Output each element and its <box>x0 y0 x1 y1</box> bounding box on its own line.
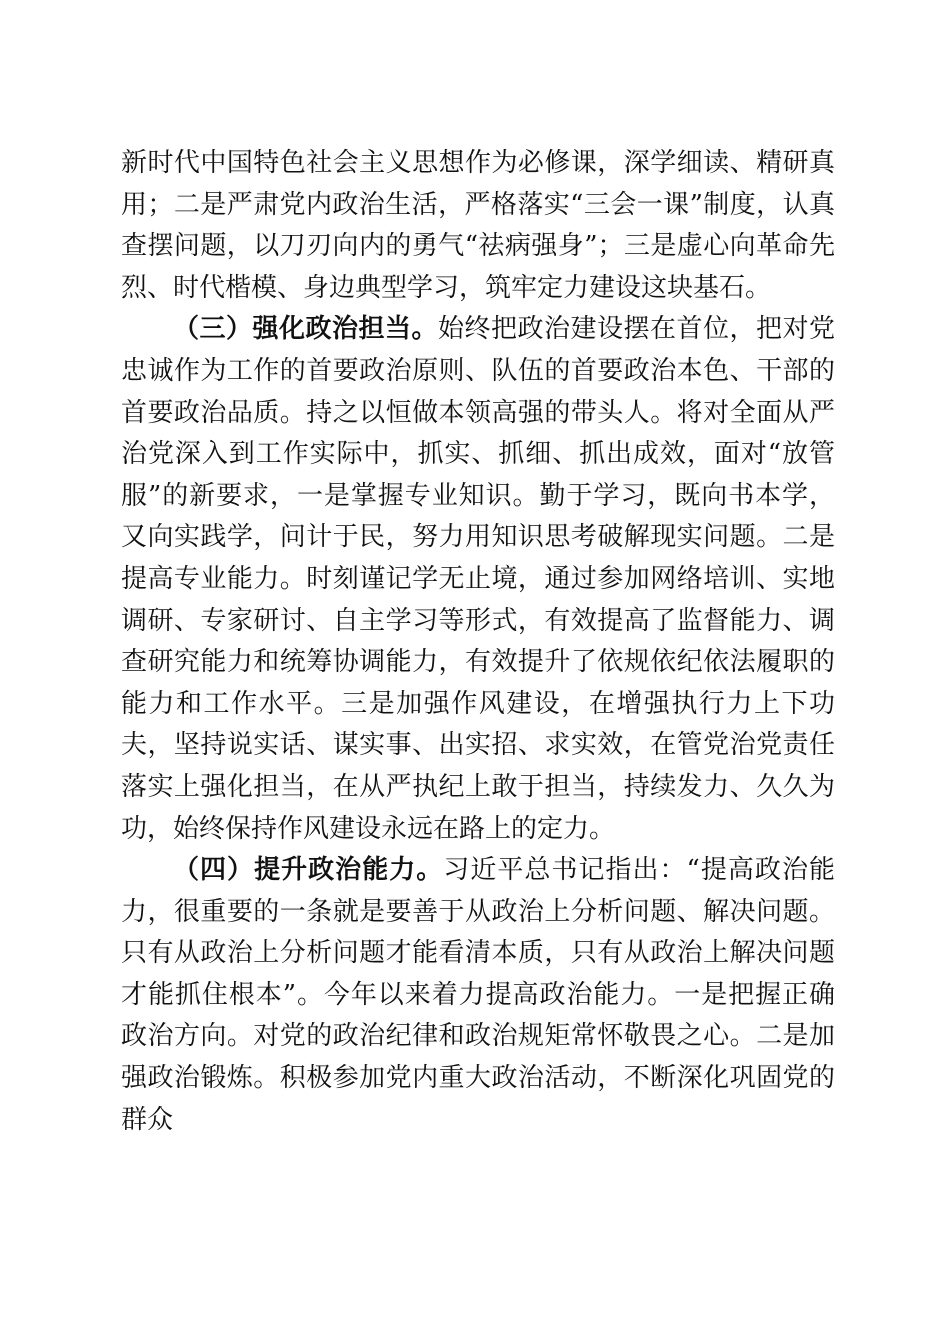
paragraph-text: 始终把政治建设摆在首位，把对党忠诚作为工作的首要政治原则、队伍的首要政治本色、干部的首要政治品质。持之以恒做本领高强的带头人。将对全面从严治党深入到工作实际中，抓实、抓细、抓出成效，面对“放管服”的新要求，一是掌握专业知识。勤于学习，既向书本学，又向实践学，问计于民，努力用知识思考破解现实问题。二是提高专业能力。时刻谨记学无止境，通过参加网络培训、实地调研、专家研讨、自主学习等形式，有效提高了监督能力、调查研究能力和统筹协调能力，有效提升了依规依纪依法履职的能力和工作水平。三是加强作风建设，在增强执行力上下功夫，坚持说实话、谋实事、出实招、求实效，在管党治党责任落实上强化担当，在从严执纪上敢于担当，持续发力、久久为功，始终保持作风建设永远在路上的定力。 <box>121 314 835 844</box>
section-heading-4: （四）提升政治能力。 <box>173 855 444 886</box>
paragraph-text: 新时代中国特色社会主义思想作为必修课，深学细读、精研真用；二是严肃党内政治生活，严格落实“三会一课”制度，认真查摆问题，以刀刃向内的勇气“祛病强身”；三是虚心向革命先烈、时代楷模、身边典型学习，筑牢定力建设这块基石。 <box>121 148 835 303</box>
paragraph-text: 习近平总书记指出：“提高政治能力，很重要的一条就是要善于从政治上分析问题、解决问题。只有从政治上分析问题才能看清本质，只有从政治上解决问题才能抓住根本”。今年以来着力提高政治能力。一是把握正确政治方向。对党的政治纪律和政治规矩常怀敬畏之心。二是加强政治锻炼。积极参加党内重大政治活动，不断深化巩固党的群众 <box>121 855 835 1135</box>
paragraph-improve-political-ability <box>121 850 835 1141</box>
document-body <box>121 143 835 1141</box>
paragraph-strengthen-political-responsibility <box>121 309 835 850</box>
paragraph-continuation <box>121 143 835 309</box>
section-heading-3: （三）强化政治担当。 <box>173 314 438 345</box>
